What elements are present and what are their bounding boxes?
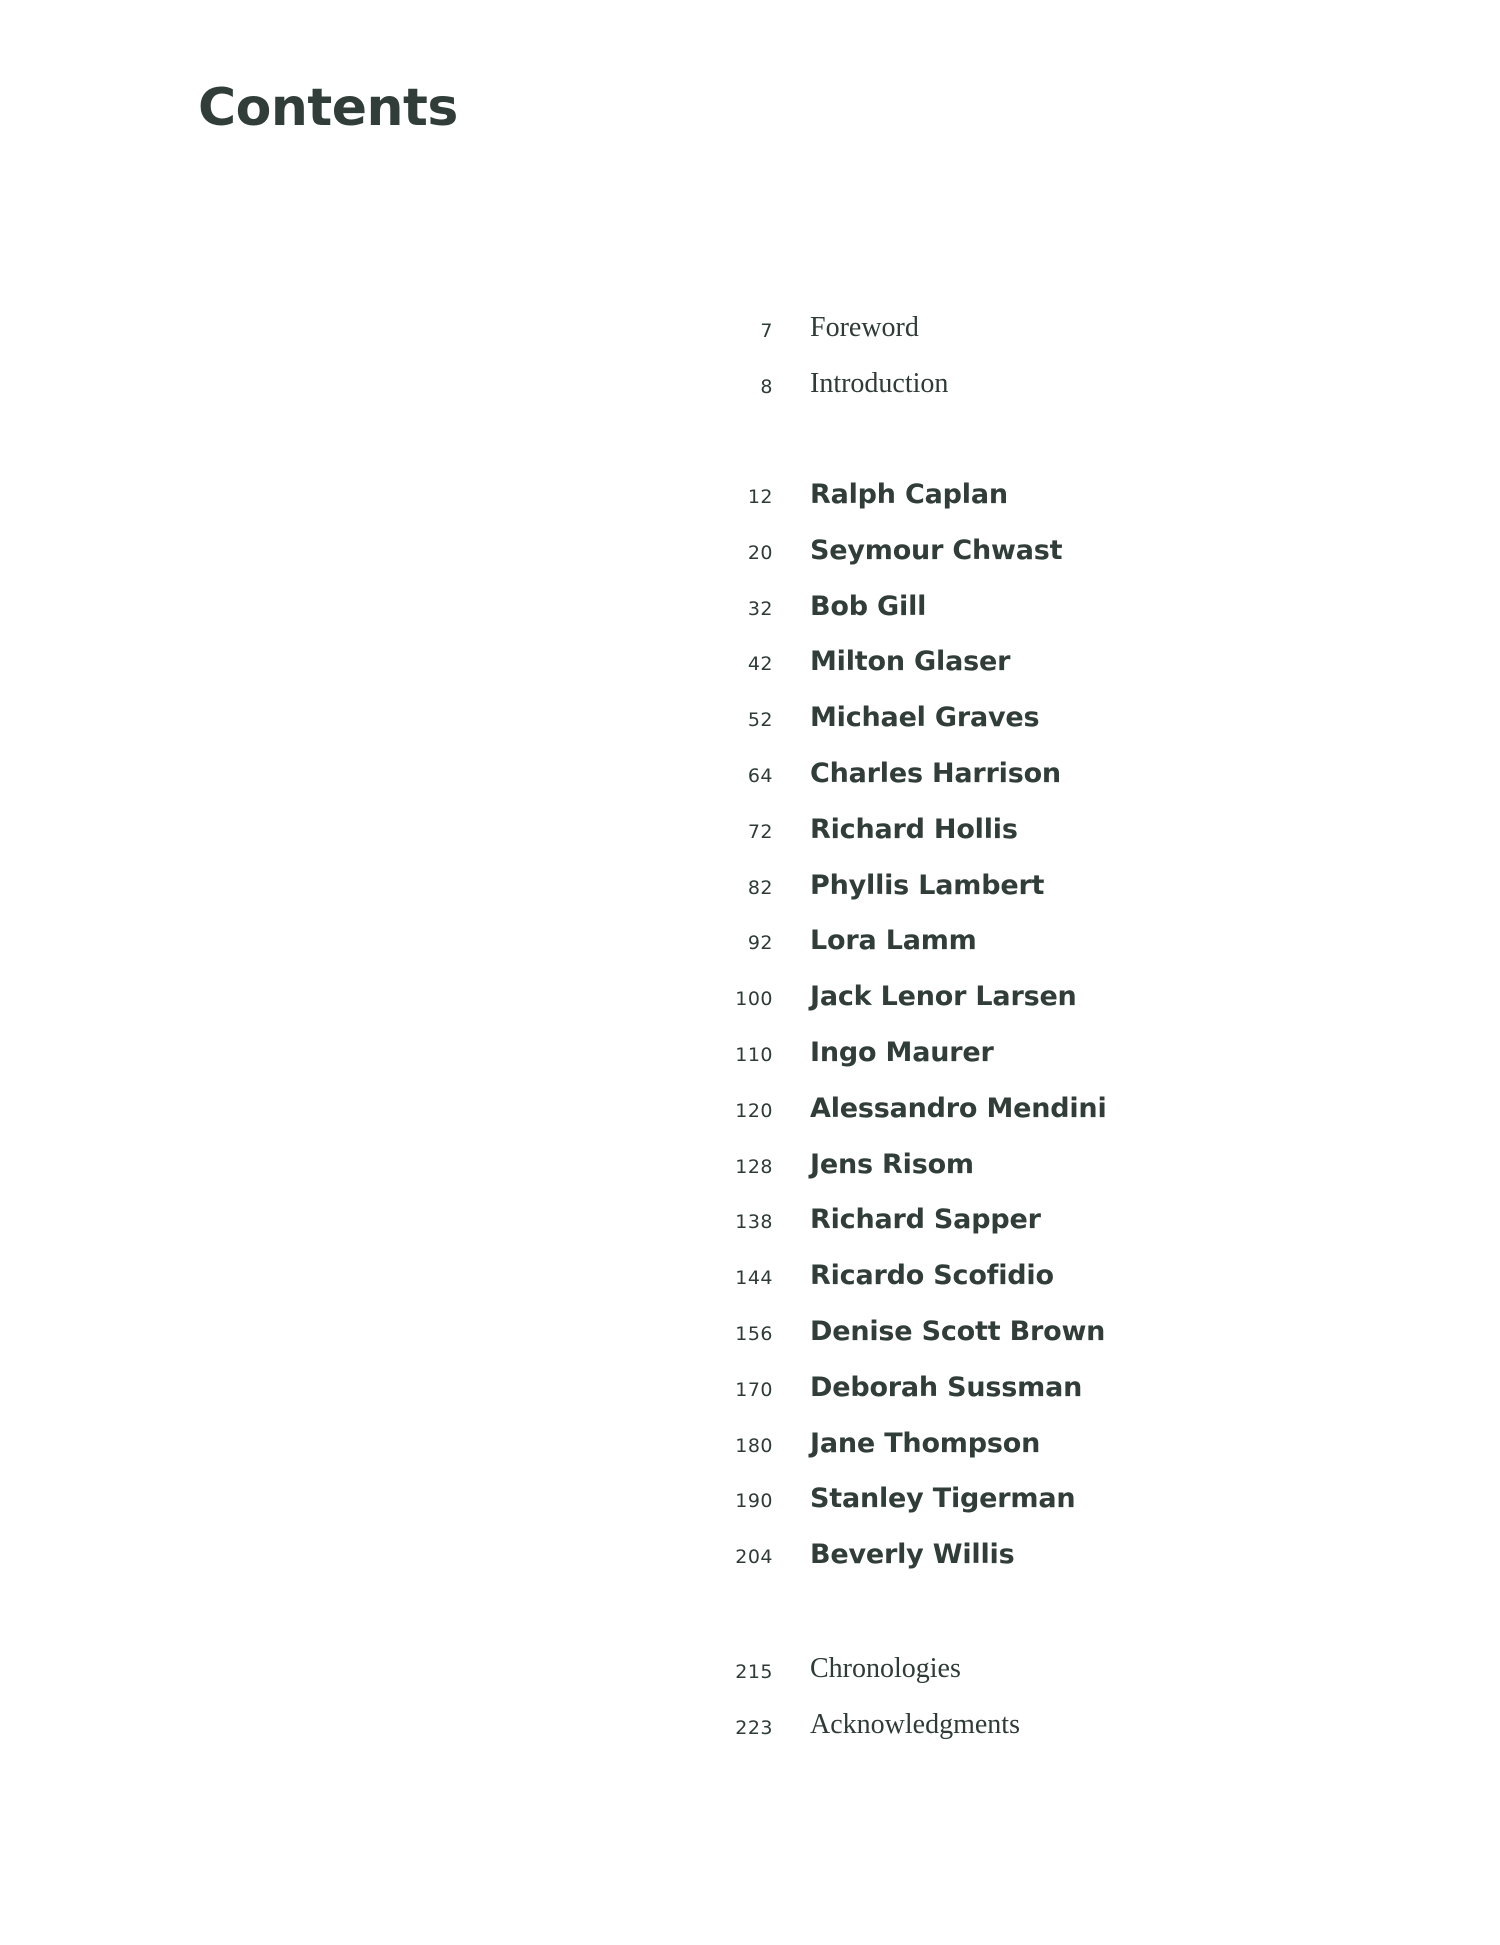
toc-page-number: 215 (735, 1661, 773, 1683)
toc-page-number: 223 (735, 1716, 773, 1739)
toc-entry-title: Milton Glaser (810, 646, 1011, 678)
toc-chapter-entry (700, 812, 1400, 862)
toc-entry-title: Acknowledgments (810, 1708, 1020, 1740)
toc-chapter-entry (700, 1147, 1400, 1197)
toc-chapter-entry (700, 644, 1400, 694)
toc-page-number: 72 (747, 820, 773, 843)
toc-entry-title: Jens Risom (810, 1148, 974, 1180)
toc-entry-title: Lora Lamm (810, 925, 977, 957)
toc-page-number: 180 (735, 1434, 773, 1457)
toc-chapter-entry (700, 1091, 1400, 1141)
toc-page-number: 128 (735, 1155, 773, 1178)
toc-page-number: 82 (747, 876, 773, 899)
toc-chapter-entry (700, 1314, 1400, 1364)
toc-chapter-entry (700, 477, 1400, 527)
toc-page-number: 170 (735, 1378, 773, 1401)
page-title: Contents (198, 78, 458, 138)
toc-entry-title: Bob Gill (810, 590, 927, 622)
toc-entry-title: Deborah Sussman (810, 1371, 1083, 1403)
toc-chapter-entry (700, 923, 1400, 973)
toc-page-number: 42 (747, 653, 773, 676)
toc-page-number: 20 (747, 541, 773, 564)
toc-page-number: 32 (747, 597, 773, 620)
toc-chapter-entry (700, 756, 1400, 806)
toc-chapter-entry (700, 1426, 1400, 1476)
toc-front-matter-entry (700, 366, 1400, 416)
toc-chapter-entry (700, 868, 1400, 918)
toc-chapter-entry (700, 1258, 1400, 1308)
toc-entry-title: Alessandro Mendini (810, 1092, 1107, 1124)
toc-entry-title: Foreword (810, 312, 919, 343)
toc-back-matter-entry (700, 1651, 1400, 1701)
toc-page-number: 64 (747, 765, 773, 787)
toc-chapter-entry (700, 700, 1400, 750)
toc-page-number: 100 (735, 988, 773, 1011)
toc-entry-title: Richard Hollis (810, 813, 1018, 845)
toc-entry-title: Richard Sapper (810, 1204, 1041, 1236)
toc-chapter-entry (700, 1370, 1400, 1420)
toc-page-number: 110 (735, 1044, 773, 1066)
toc-page-number: 7 (760, 320, 773, 342)
toc-entry-title: Seymour Chwast (810, 534, 1063, 566)
toc-page-number: 156 (735, 1323, 773, 1345)
toc-entry-title: Phyllis Lambert (810, 869, 1045, 901)
toc-chapter-entry (700, 589, 1400, 639)
toc-entry-title: Stanley Tigerman (810, 1483, 1076, 1515)
toc-entry-title: Denise Scott Brown (810, 1316, 1106, 1347)
toc-entry-title: Jane Thompson (810, 1427, 1041, 1459)
toc-back-matter-entry (700, 1707, 1400, 1757)
toc-page-number: 52 (747, 709, 773, 732)
toc-page-number: 92 (747, 932, 773, 955)
toc-chapter-entry (700, 1035, 1400, 1085)
toc-entry-title: Ralph Caplan (810, 479, 1008, 510)
toc-entry-title: Ingo Maurer (810, 1037, 994, 1068)
toc-entry-title: Jack Lenor Larsen (810, 981, 1077, 1013)
toc-page-number: 8 (760, 375, 773, 398)
toc-entry-title: Michael Graves (810, 702, 1040, 734)
toc-page-number: 138 (735, 1211, 773, 1234)
toc-chapter-entry (700, 1537, 1400, 1587)
toc-chapter-entry (700, 1481, 1400, 1531)
toc-entry-title: Introduction (810, 367, 949, 399)
toc-page-number: 120 (735, 1099, 773, 1122)
toc-page-number: 204 (735, 1546, 773, 1569)
toc-entry-title: Chronologies (810, 1653, 961, 1684)
toc-page-number: 144 (735, 1267, 773, 1290)
toc-chapter-entry (700, 533, 1400, 583)
toc-chapter-entry (700, 1202, 1400, 1252)
toc-page-number: 190 (735, 1490, 773, 1513)
toc-entry-title: Charles Harrison (810, 758, 1061, 789)
toc-entry-title: Beverly Willis (810, 1539, 1015, 1571)
toc-chapter-entry (700, 979, 1400, 1029)
toc-front-matter-entry (700, 310, 1400, 360)
toc-entry-title: Ricardo Scofidio (810, 1260, 1054, 1292)
toc-page-number: 12 (747, 486, 773, 508)
